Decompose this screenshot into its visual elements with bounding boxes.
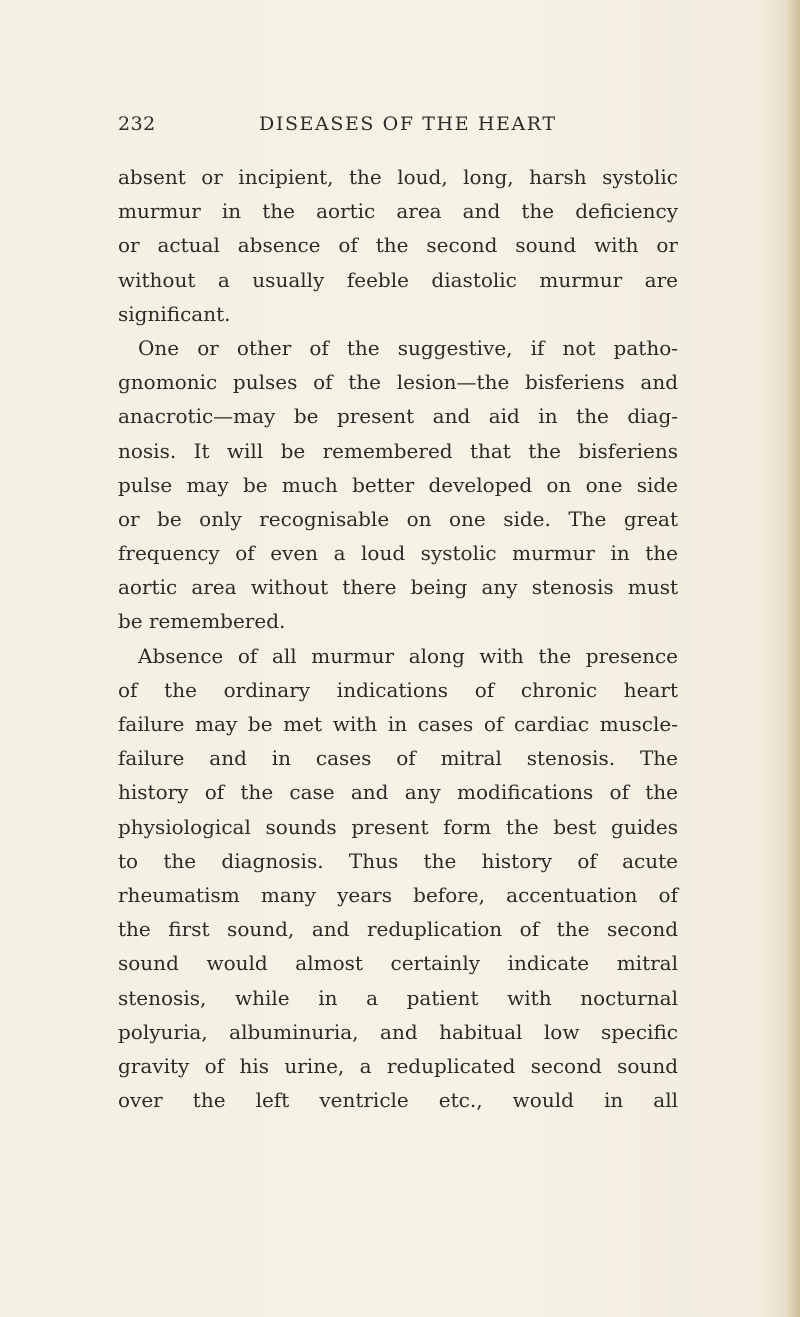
running-head: DISEASES OF THE HEART xyxy=(259,113,557,135)
text-line: significant. xyxy=(118,301,231,326)
text-line: polyuria, albuminuria, and habitual low specific xyxy=(118,1019,678,1044)
page-edge-shadow xyxy=(786,0,800,1317)
text-line: nosis. It will be remembered that the bisferiens xyxy=(118,438,678,463)
page-header xyxy=(118,113,678,143)
text-line: over the left ventricle etc., would in all xyxy=(118,1088,678,1113)
text-line: murmur in the aortic area and the deficiency xyxy=(118,199,678,224)
text-line: rheumatism many years before, accentuation of xyxy=(118,882,678,907)
text-line: gravity of his urine, a reduplicated second sound xyxy=(118,1053,678,1078)
text-line: frequency of even a loud systolic murmur in the xyxy=(118,541,678,566)
text-line: sound would almost certainly indicate mitral xyxy=(118,951,678,976)
text-line: be remembered. xyxy=(118,609,286,634)
text-line: failure and in cases of mitral stenosis. The xyxy=(118,746,678,771)
text-line: physiological sounds present form the best guides xyxy=(118,814,678,839)
text-line: aortic area without there being any stenosis must xyxy=(118,575,678,600)
body-text xyxy=(118,160,678,1117)
text-line: without a usually feeble diastolic murmur are xyxy=(118,267,678,292)
page-number: 232 xyxy=(118,113,156,135)
text-line: of the ordinary indications of chronic heart xyxy=(118,677,678,702)
text-line: anacrotic—may be present and aid in the diag- xyxy=(118,404,678,429)
text-line: gnomonic pulses of the lesion—the bisferiens and xyxy=(118,370,678,395)
text-line: or be only recognisable on one side. The great xyxy=(118,506,678,531)
text-line: failure may be met with in cases of cardiac muscle- xyxy=(118,712,678,736)
text-line: pulse may be much better developed on one side xyxy=(118,472,678,497)
text-line: or actual absence of the second sound with or xyxy=(118,233,678,258)
text-line: absent or incipient, the loud, long, harsh systolic xyxy=(118,165,678,189)
text-line: history of the case and any modifications of the xyxy=(118,780,678,805)
text-line: One or other of the suggestive, if not patho- xyxy=(138,335,678,360)
text-line: stenosis, while in a patient with nocturnal xyxy=(118,985,678,1010)
text-line: the first sound, and reduplication of the second xyxy=(118,917,678,942)
text-line: to the diagnosis. Thus the history of acute xyxy=(118,848,678,873)
text-line: Absence of all murmur along with the presence xyxy=(138,643,678,668)
